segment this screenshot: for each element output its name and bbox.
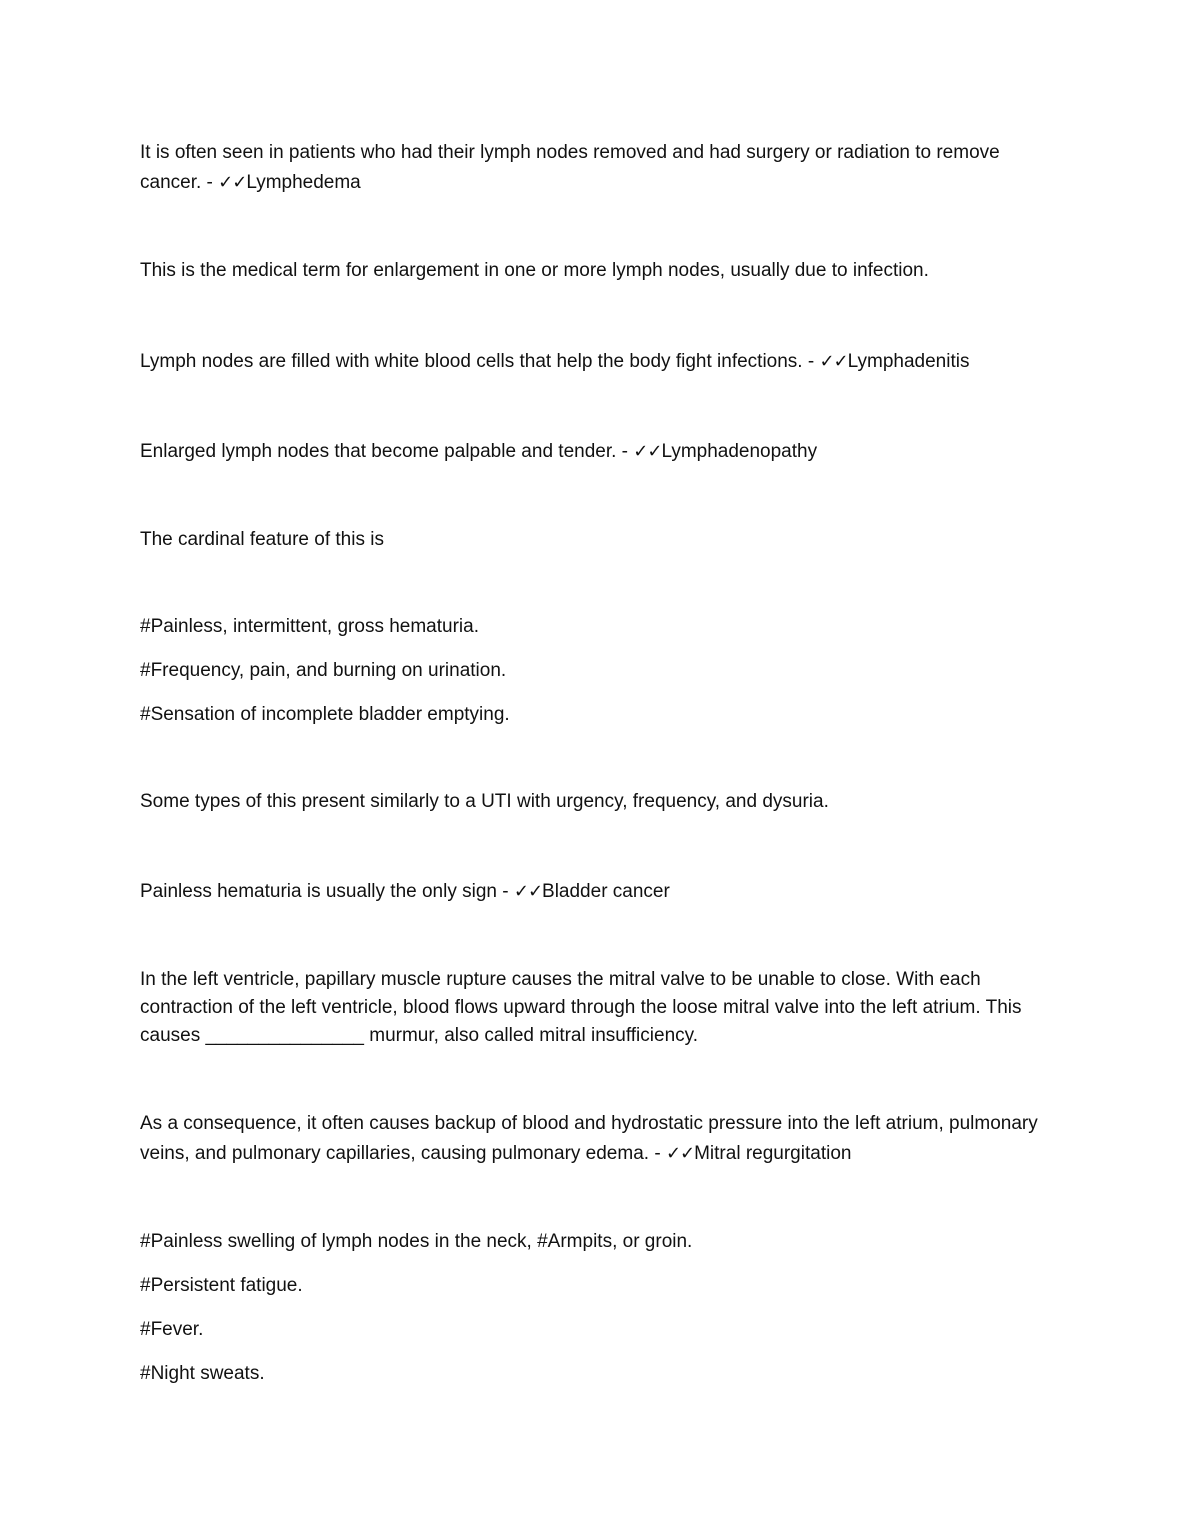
answer-text: Lymphedema: [246, 172, 361, 193]
paragraph-uti-similarity: [140, 787, 1050, 817]
answer-text: Bladder cancer: [542, 881, 670, 902]
paragraph-text: This is the medical term for enlargement in one or more lymph nodes, usually due to infection.: [140, 260, 929, 281]
double-check-icon: ✓✓: [819, 351, 848, 372]
paragraph-lymphadenitis: [140, 347, 1050, 377]
double-check-icon: ✓✓: [665, 1143, 695, 1164]
paragraph-lymph-enlargement: [140, 256, 1050, 286]
paragraph-cardinal-feature: [140, 525, 1050, 555]
list-item-incomplete-emptying: [140, 700, 1050, 730]
list-item-hematuria: [140, 612, 1050, 642]
paragraph-mitral-regurgitation: [140, 1109, 1050, 1169]
paragraph-text: Some types of this present similarly to a UTI with urgency, frequency, and dysuria.: [140, 791, 829, 812]
list-item-frequency: [140, 656, 1050, 686]
paragraph-mitral-valve: [140, 966, 1050, 1050]
double-check-icon: ✓✓: [218, 172, 247, 193]
paragraph-text: Enlarged lymph nodes that become palpable and tender. -: [140, 441, 634, 462]
list-item-swelling: [140, 1227, 1050, 1257]
paragraph-text: The cardinal feature of this is: [140, 529, 384, 550]
answer-text: Lymphadenitis: [847, 351, 970, 372]
paragraph-text: It is often seen in patients who had their lymph nodes removed and had surgery or radiation to remove cancer. -: [140, 142, 1000, 193]
paragraph-lymphadenopathy: [140, 437, 1050, 467]
paragraph-lymphedema: [140, 138, 1050, 198]
list-item-text: #Painless swelling of lymph nodes in the neck, #Armpits, or groin.: [140, 1231, 693, 1252]
list-item-fatigue: [140, 1271, 1050, 1301]
double-check-icon: ✓✓: [633, 441, 662, 462]
list-item-text: #Fever.: [140, 1319, 204, 1340]
list-item-night-sweats: [140, 1359, 1050, 1389]
answer-text: Mitral regurgitation: [694, 1143, 852, 1164]
list-item-text: #Painless, intermittent, gross hematuria.: [140, 616, 479, 637]
list-item-text: #Night sweats.: [140, 1363, 265, 1384]
double-check-icon: ✓✓: [513, 881, 543, 902]
paragraph-text: Painless hematuria is usually the only sign -: [140, 881, 514, 902]
answer-text: Lymphadenopathy: [661, 441, 818, 462]
paragraph-text: Lymph nodes are filled with white blood cells that help the body fight infections. -: [140, 351, 820, 372]
list-item-text: #Frequency, pain, and burning on urination.: [140, 660, 507, 681]
paragraph-bladder-cancer: [140, 877, 1050, 907]
list-item-text: #Persistent fatigue.: [140, 1275, 303, 1296]
list-item-fever: [140, 1315, 1050, 1345]
paragraph-text: In the left ventricle, papillary muscle rupture causes the mitral valve to be unable to close. With each contraction of the left ventricle, blood flows upward through the loose mitral valve into the left atrium. This causes _______________ murmur, also called mitral insufficiency.: [140, 969, 1022, 1046]
list-item-text: #Sensation of incomplete bladder emptying.: [140, 704, 510, 725]
paragraph-text: As a consequence, it often causes backup of blood and hydrostatic pressure into the left atrium, pulmonary veins, and pulmonary capillaries, causing pulmonary edema. -: [140, 1113, 1038, 1164]
